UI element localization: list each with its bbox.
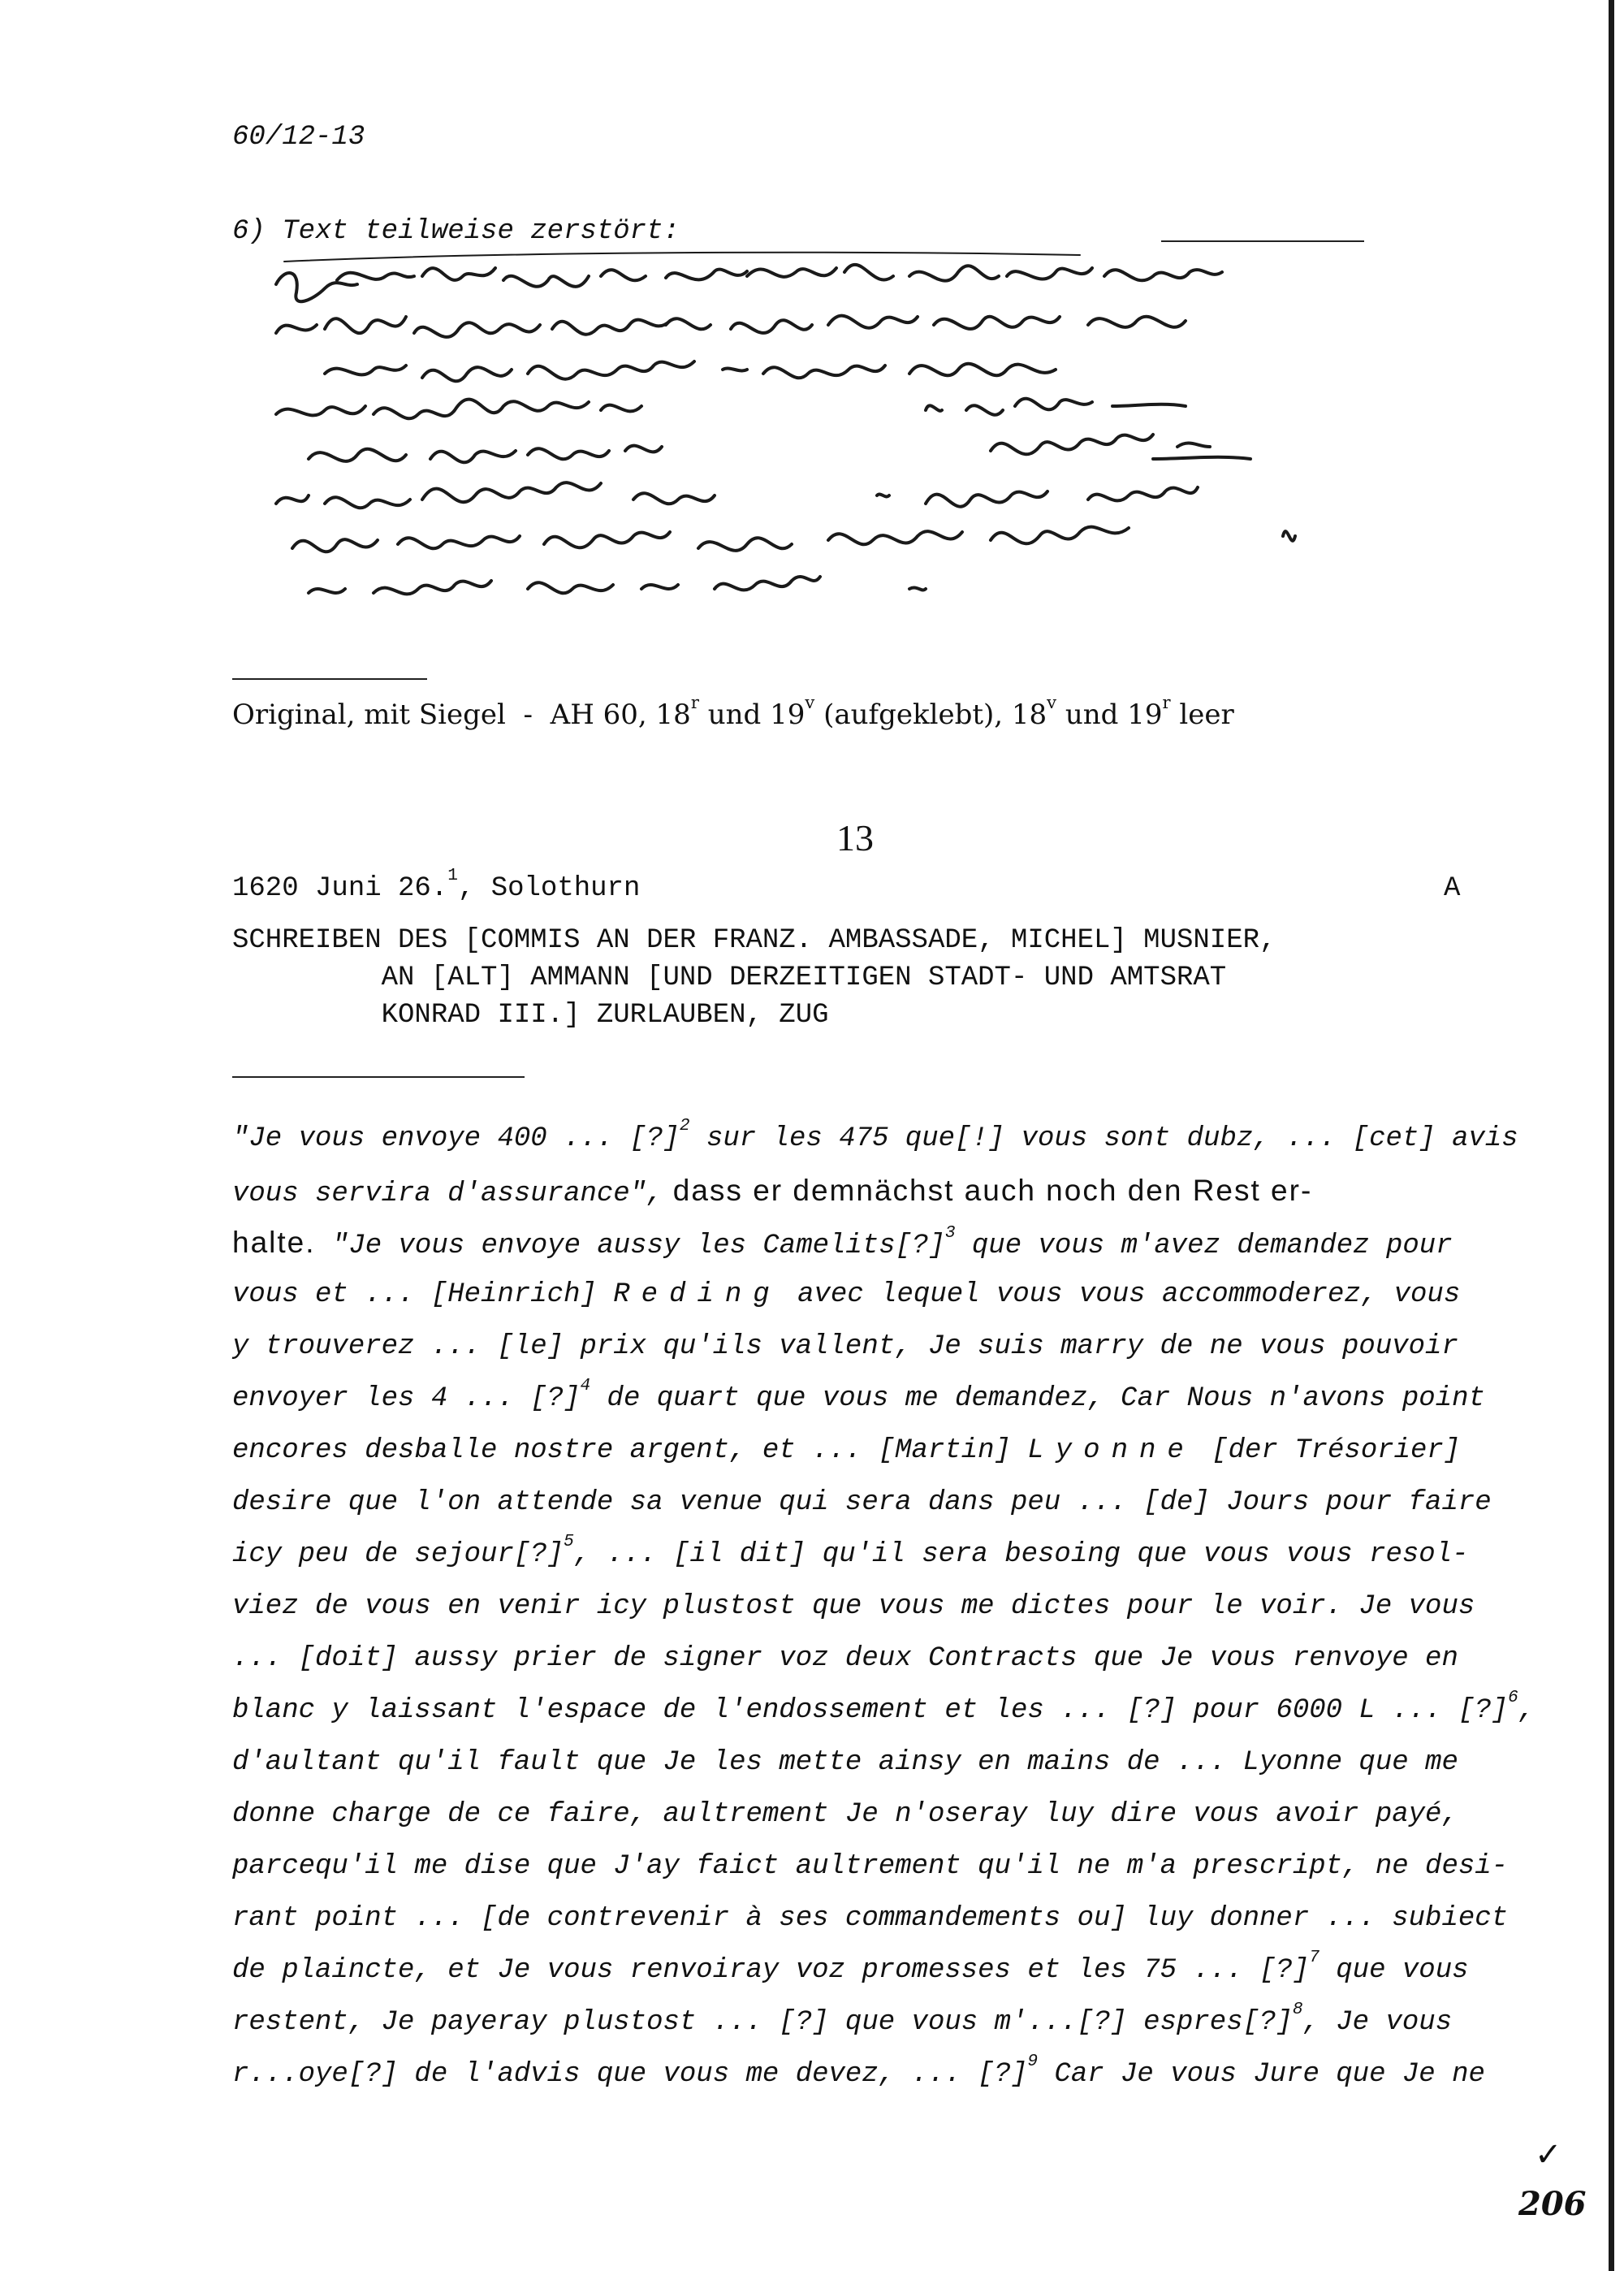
document-number: 13 — [836, 817, 874, 859]
original-note: Original, mit Siegel - AH 60, 18$^r$ und 19$^v$ (aufgeklebt), 18$^v$ und 19$^r$ leer — [232, 692, 1234, 731]
text-line: donne charge de ce faire, aultrement Je n'oseray luy dire vous avoir payé, — [232, 1799, 1458, 1830]
text-line: rant point ... [de contrevenir à ses commandements ou] luy donner ... subiect — [232, 1903, 1509, 1934]
footnote-rule — [1161, 240, 1364, 242]
text-line: desire que l'on attende sa venue qui sera dans peu ... [de] Jours pour faire — [232, 1487, 1492, 1518]
scan-edge — [1609, 0, 1614, 2271]
transcription-body — [232, 1113, 1535, 2100]
regest-heading: SCHREIBEN DES [COMMIS AN DER FRANZ. AMBASSADE, MICHEL] MUSNIER, AN [ALT] AMMANN [UND DERZEITIGEN STADT- UND AMTSRAT KONRAD III.] ZURLAUBEN, ZUG — [232, 925, 1276, 1031]
text-line: restent, Je payeray plustost ... [?] que vous m'...[?] espres[?]$^8$, Je vous — [232, 2000, 1453, 2038]
text-line: icy peu de sejour[?]$^5$, ... [il dit] qu'il sera besoing que vous vous resol- — [232, 1532, 1469, 1570]
text-line: d'aultant qu'il fault que Je les mette ainsy en mains de ... Lyonne que me — [232, 1747, 1458, 1778]
folio-number: 206 — [1518, 2185, 1587, 2223]
footnote-6-label: 6) Text teilweise zerstört: — [232, 216, 680, 247]
text-line: r...oye[?] de l'advis que vous me devez, ... [?]$^9$ Car Je vous Jure que Je ne — [232, 2052, 1485, 2090]
handwritten-excerpt — [260, 244, 1364, 650]
text-line: blanc y laissant l'espace de l'endossement et les ... [?] pour 6000 L ... [?]$^6$, — [232, 1688, 1535, 1726]
text-line: vous et ... [Heinrich] Reding avec lequel vous vous accommoderez, vous — [232, 1279, 1461, 1310]
page-reference: 60/12-13 — [232, 122, 365, 153]
text-line: de plaincte, et Je vous renvoiray voz promesses et les 75 ... [?]$^7$ que vous — [232, 1948, 1469, 1986]
section-rule — [232, 1076, 525, 1078]
date-place: 1620 Juni 26.$^1$, Solothurn — [232, 866, 641, 904]
section-rule — [232, 678, 427, 680]
marker-a: A — [1444, 873, 1461, 904]
text-line: "Je vous envoye 400 ... [?]$^2$ sur les 475 que[!] vous sont dubz, ... [cet] avis — [232, 1116, 1518, 1154]
check-mark-icon: ✓ — [1535, 2136, 1562, 2174]
text-line: envoyer les 4 ... [?]$^4$ de quart que vous me demandez, Car Nous n'avons point — [232, 1376, 1485, 1414]
text-line: halte. "Je vous envoye aussy les Camelits[?]$^3$ que vous m'avez demandez pour — [232, 1223, 1453, 1261]
text-line: viez de vous en venir icy plustost que vous me dictes pour le voir. Je vous — [232, 1591, 1475, 1622]
text-line: parcequ'il me dise que J'ay faict aultrement qu'il ne m'a prescript, ne desi- — [232, 1851, 1509, 1882]
text-line: y trouverez ... [le] prix qu'ils vallent, Je suis marry de ne vous pouvoir — [232, 1331, 1458, 1362]
text-line: vous servira d'assurance", dass er demnächst auch noch den Rest er- — [232, 1174, 1313, 1209]
text-line: ... [doit] aussy prier de signer voz deux Contracts que Je vous renvoye en — [232, 1643, 1458, 1674]
text-line: encores desballe nostre argent, et ... [Martin] Lyonne [der Trésorier] — [232, 1435, 1461, 1466]
